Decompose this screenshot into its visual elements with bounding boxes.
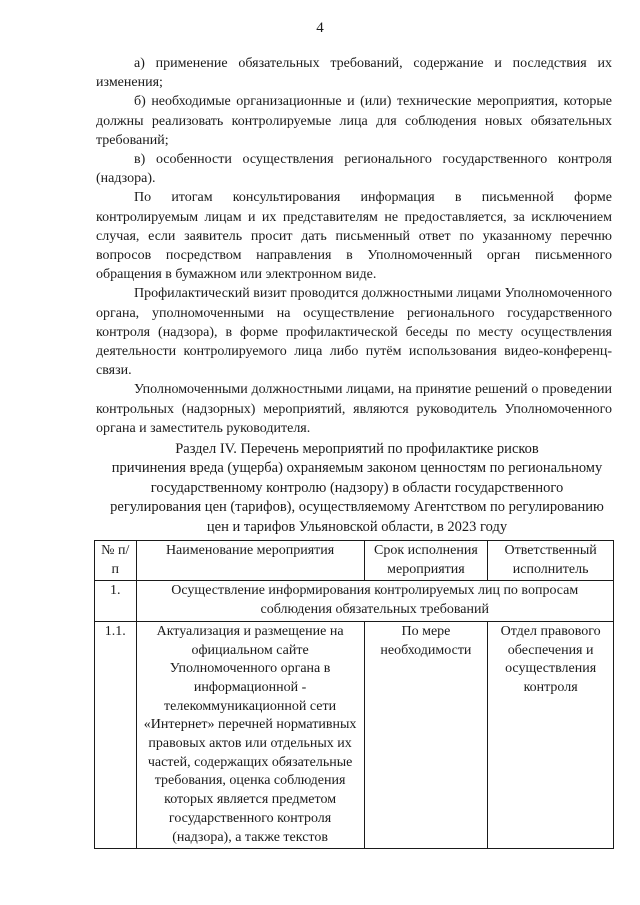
table-row (95, 621, 614, 848)
section-title-line: государственному контролю (надзору) в области государственного (150, 479, 564, 496)
page-number: 4 (316, 20, 324, 36)
table-header-row (95, 541, 614, 581)
section-title-line: причинения вреда (ущерба) охраняемым законом ценностям по региональному (111, 460, 603, 477)
table-row (95, 581, 614, 621)
row-name: Актуализация и размещение на официальном сайте Уполномоченного органа в информационной - телекоммуникационной сети «Интернет» перечней нормативных правовых актов или отдельных их частей, содержащих обязательные требования, оценка соблюдения которых является предметом государственного контроля (надзора), а также текстов (136, 621, 364, 848)
section-title-line: цен и тарифов Ульяновской области, в 2023 году (206, 518, 508, 535)
section-title-line: регулирования цен (тарифов), осуществляемому Агентством по регулированию (110, 499, 604, 516)
paragraph-c: в) особенности осуществления регионального государственного контроля (надзора). (96, 152, 612, 187)
section-title-line: Раздел IV. Перечень мероприятий по профилактике рисков (175, 441, 539, 457)
header-responsible: Ответственный исполнитель (488, 541, 614, 581)
paragraph-b: б) необходимые организационные и (или) технические мероприятия, которые должны реализовать контролируемые лица для соблюдения новых обязательных требований; (96, 94, 612, 148)
body-text (96, 54, 612, 438)
row-responsible: Отдел правового обеспечения и осуществления контроля (488, 621, 614, 848)
header-name: Наименование мероприятия (136, 541, 364, 581)
header-term: Срок исполнения мероприятия (364, 541, 488, 581)
group-title: Осуществление информирования контролируемых лиц по вопросам соблюдения обязательных требований (136, 581, 613, 621)
paragraph-a: а) применение обязательных требований, содержание и последствия их изменения; (96, 56, 612, 91)
measures-table (94, 540, 614, 849)
group-num: 1. (95, 581, 137, 621)
row-term: По мере необходимости (364, 621, 488, 848)
paragraph-consulting: По итогам консультирования информация в письменной форме контролируемым лицам и их представителям не предоставляется, за исключением случая, если заявитель просит дать письменный ответ по указанному перечню вопросов посредством направления в Уполномоченный орган письменного обращения в бумажном или электронном виде. (96, 190, 612, 283)
row-num: 1.1. (95, 621, 137, 848)
paragraph-officials: Уполномоченными должностными лицами, на принятие решений о проведении контрольных (надзорных) мероприятий, являются руководитель Уполномоченного органа и заместитель руководителя. (96, 382, 612, 436)
header-num: № п/п (95, 541, 137, 581)
paragraph-visit: Профилактический визит проводится должностными лицами Уполномоченного органа, уполномоченными на осуществление регионального государственного контроля (надзора), в форме профилактической беседы по месту осуществления деятельности контролируемого лица либо путём использования видео-конференц-связи. (96, 286, 612, 379)
section-title (92, 440, 622, 537)
